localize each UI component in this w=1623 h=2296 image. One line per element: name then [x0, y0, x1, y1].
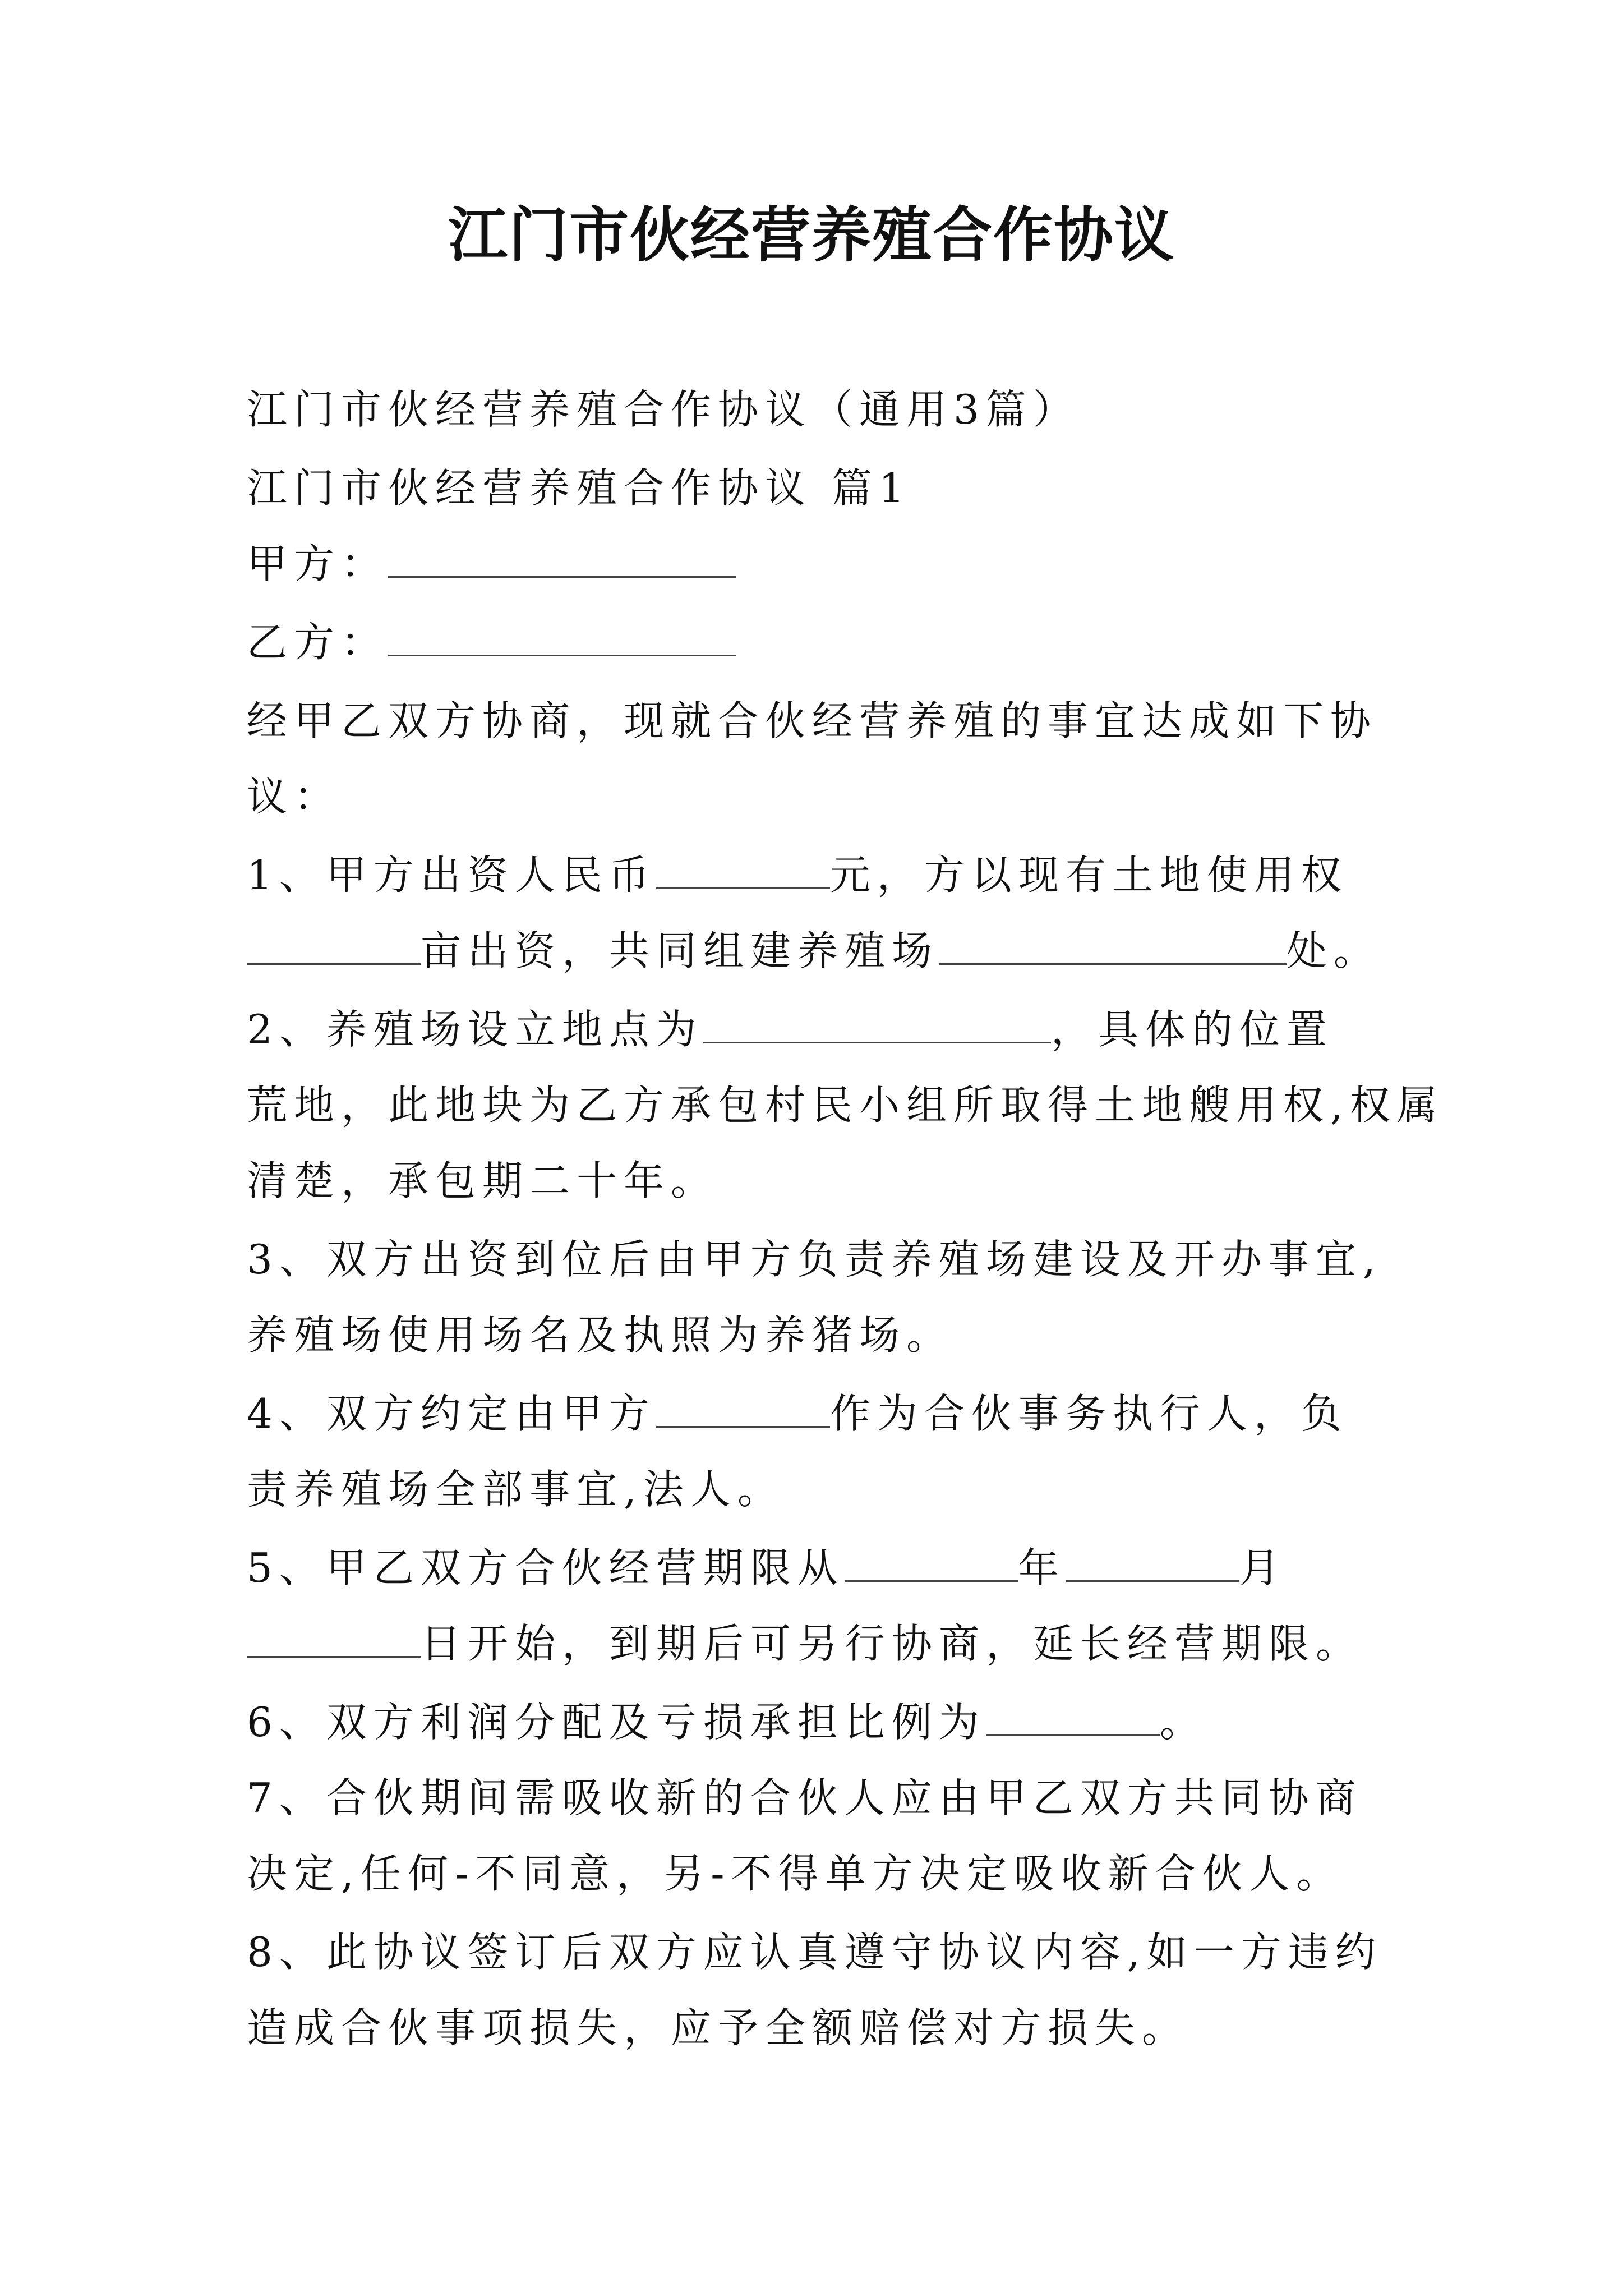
clause-2-text-d: 清楚，承包期二十年。: [247, 1157, 718, 1204]
party-a-label: 甲方：: [247, 540, 389, 587]
clause-4-text-c: 责养殖场全部事宜,法人。: [247, 1466, 785, 1513]
clause-5-line1: [247, 1540, 1385, 1596]
clause-4-line1: [247, 1386, 1385, 1442]
party-a-line: [247, 536, 1385, 592]
clause-8-text-a: 8、此协议签订后双方应认真遵守协议内容,如一方违约: [247, 1929, 1382, 1976]
clause-2-line3: [247, 1153, 1385, 1209]
clause-6-text-a: 6、双方利润分配及亏损承担比例为: [247, 1699, 986, 1746]
clause-5-text-d: 日开始，到期后可另行协商，延长经营期限。: [421, 1620, 1363, 1667]
clause-7-line2: [247, 1846, 1385, 1902]
clause-1-text-c: 亩出资，共同组建养殖场: [421, 927, 939, 974]
party-b-line: [247, 614, 1385, 670]
clause-4-blank-executor: [656, 1392, 830, 1428]
clause-8-line1: [247, 1924, 1385, 1980]
clause-8-text-b: 造成合伙事项损失，应予全额赔偿对方损失。: [247, 2004, 1189, 2051]
clause-1-blank-area: [247, 930, 421, 965]
clause-4-text-b: 作为合伙事务执行人，负: [829, 1390, 1348, 1437]
party-b-label: 乙方：: [247, 619, 389, 666]
clause-1-line2: [247, 923, 1385, 979]
intro-text-2: 议：: [247, 773, 342, 820]
clause-5-text-c: 月: [1239, 1544, 1287, 1591]
clause-1-text-a: 1、甲方出资人民币: [247, 852, 656, 899]
clause-7-line1: [247, 1770, 1385, 1826]
clause-3-line2: [247, 1307, 1385, 1363]
clause-6-line1: [247, 1694, 1385, 1750]
clause-2-line2: [247, 1077, 1444, 1133]
clause-5-blank-day: [247, 1622, 421, 1658]
party-b-blank: [388, 621, 736, 656]
clause-1-blank-amount: [656, 854, 830, 889]
clause-1-text-b: 元，方以现有土地使用权: [829, 852, 1348, 899]
clause-1-line1: [247, 847, 1385, 903]
clause-5-text-a: 5、甲乙双方合伙经营期限从: [247, 1544, 845, 1591]
clause-5-line2: [247, 1616, 1385, 1672]
clause-2-text-c: 荒地，此地块为乙方承包村民小组所取得土地艘用权,权属: [247, 1082, 1444, 1129]
clause-1-text-d: 处。: [1287, 927, 1381, 974]
intro-paragraph-line1: [247, 693, 1385, 749]
clause-2-text-b: ，具体的位置: [1050, 1006, 1334, 1053]
clause-1-blank-farm: [939, 930, 1287, 965]
clause-4-text-a: 4、双方约定由甲方: [247, 1390, 656, 1437]
clause-5-blank-month: [1066, 1547, 1239, 1582]
clause-3-text-b: 养殖场使用场名及执照为养猪场。: [247, 1312, 954, 1359]
subtitle-text: 江门市伙经营养殖合作协议（通用3篇）: [247, 386, 1080, 433]
clause-2-line1: [247, 1001, 1385, 1057]
clause-4-line2: [247, 1461, 1385, 1517]
clause-2-text-a: 2、养殖场设立地点为: [247, 1006, 703, 1053]
intro-paragraph-line2: [247, 769, 1385, 825]
clause-3-text-a: 3、双方出资到位后由甲方负责养殖场建设及开办事宜,: [247, 1236, 1382, 1283]
clause-6-text-b: 。: [1159, 1699, 1207, 1746]
document-title: 江门市伙经营养殖合作协议: [448, 201, 1175, 270]
document-subtitle: [247, 381, 1385, 438]
intro-text-1: 经甲乙双方协商，现就合伙经营养殖的事宜达成如下协: [247, 697, 1378, 744]
clause-5-text-b: 年: [1018, 1544, 1066, 1591]
clause-3-line1: [247, 1231, 1385, 1287]
clause-6-blank-ratio: [986, 1701, 1160, 1736]
section-heading: [247, 460, 1385, 516]
clause-7-text-b: 决定,任何-不同意，另-不得单方决定吸收新合伙人。: [247, 1850, 1344, 1897]
party-a-blank: [388, 542, 736, 578]
section-heading-text: 江门市伙经营养殖合作协议 篇1: [247, 464, 911, 512]
clause-8-line2: [247, 2000, 1385, 2056]
clause-7-text-a: 7、合伙期间需吸收新的合伙人应由甲乙双方共同协商: [247, 1774, 1363, 1821]
clause-2-blank-location: [703, 1008, 1051, 1043]
clause-5-blank-year: [845, 1547, 1018, 1582]
